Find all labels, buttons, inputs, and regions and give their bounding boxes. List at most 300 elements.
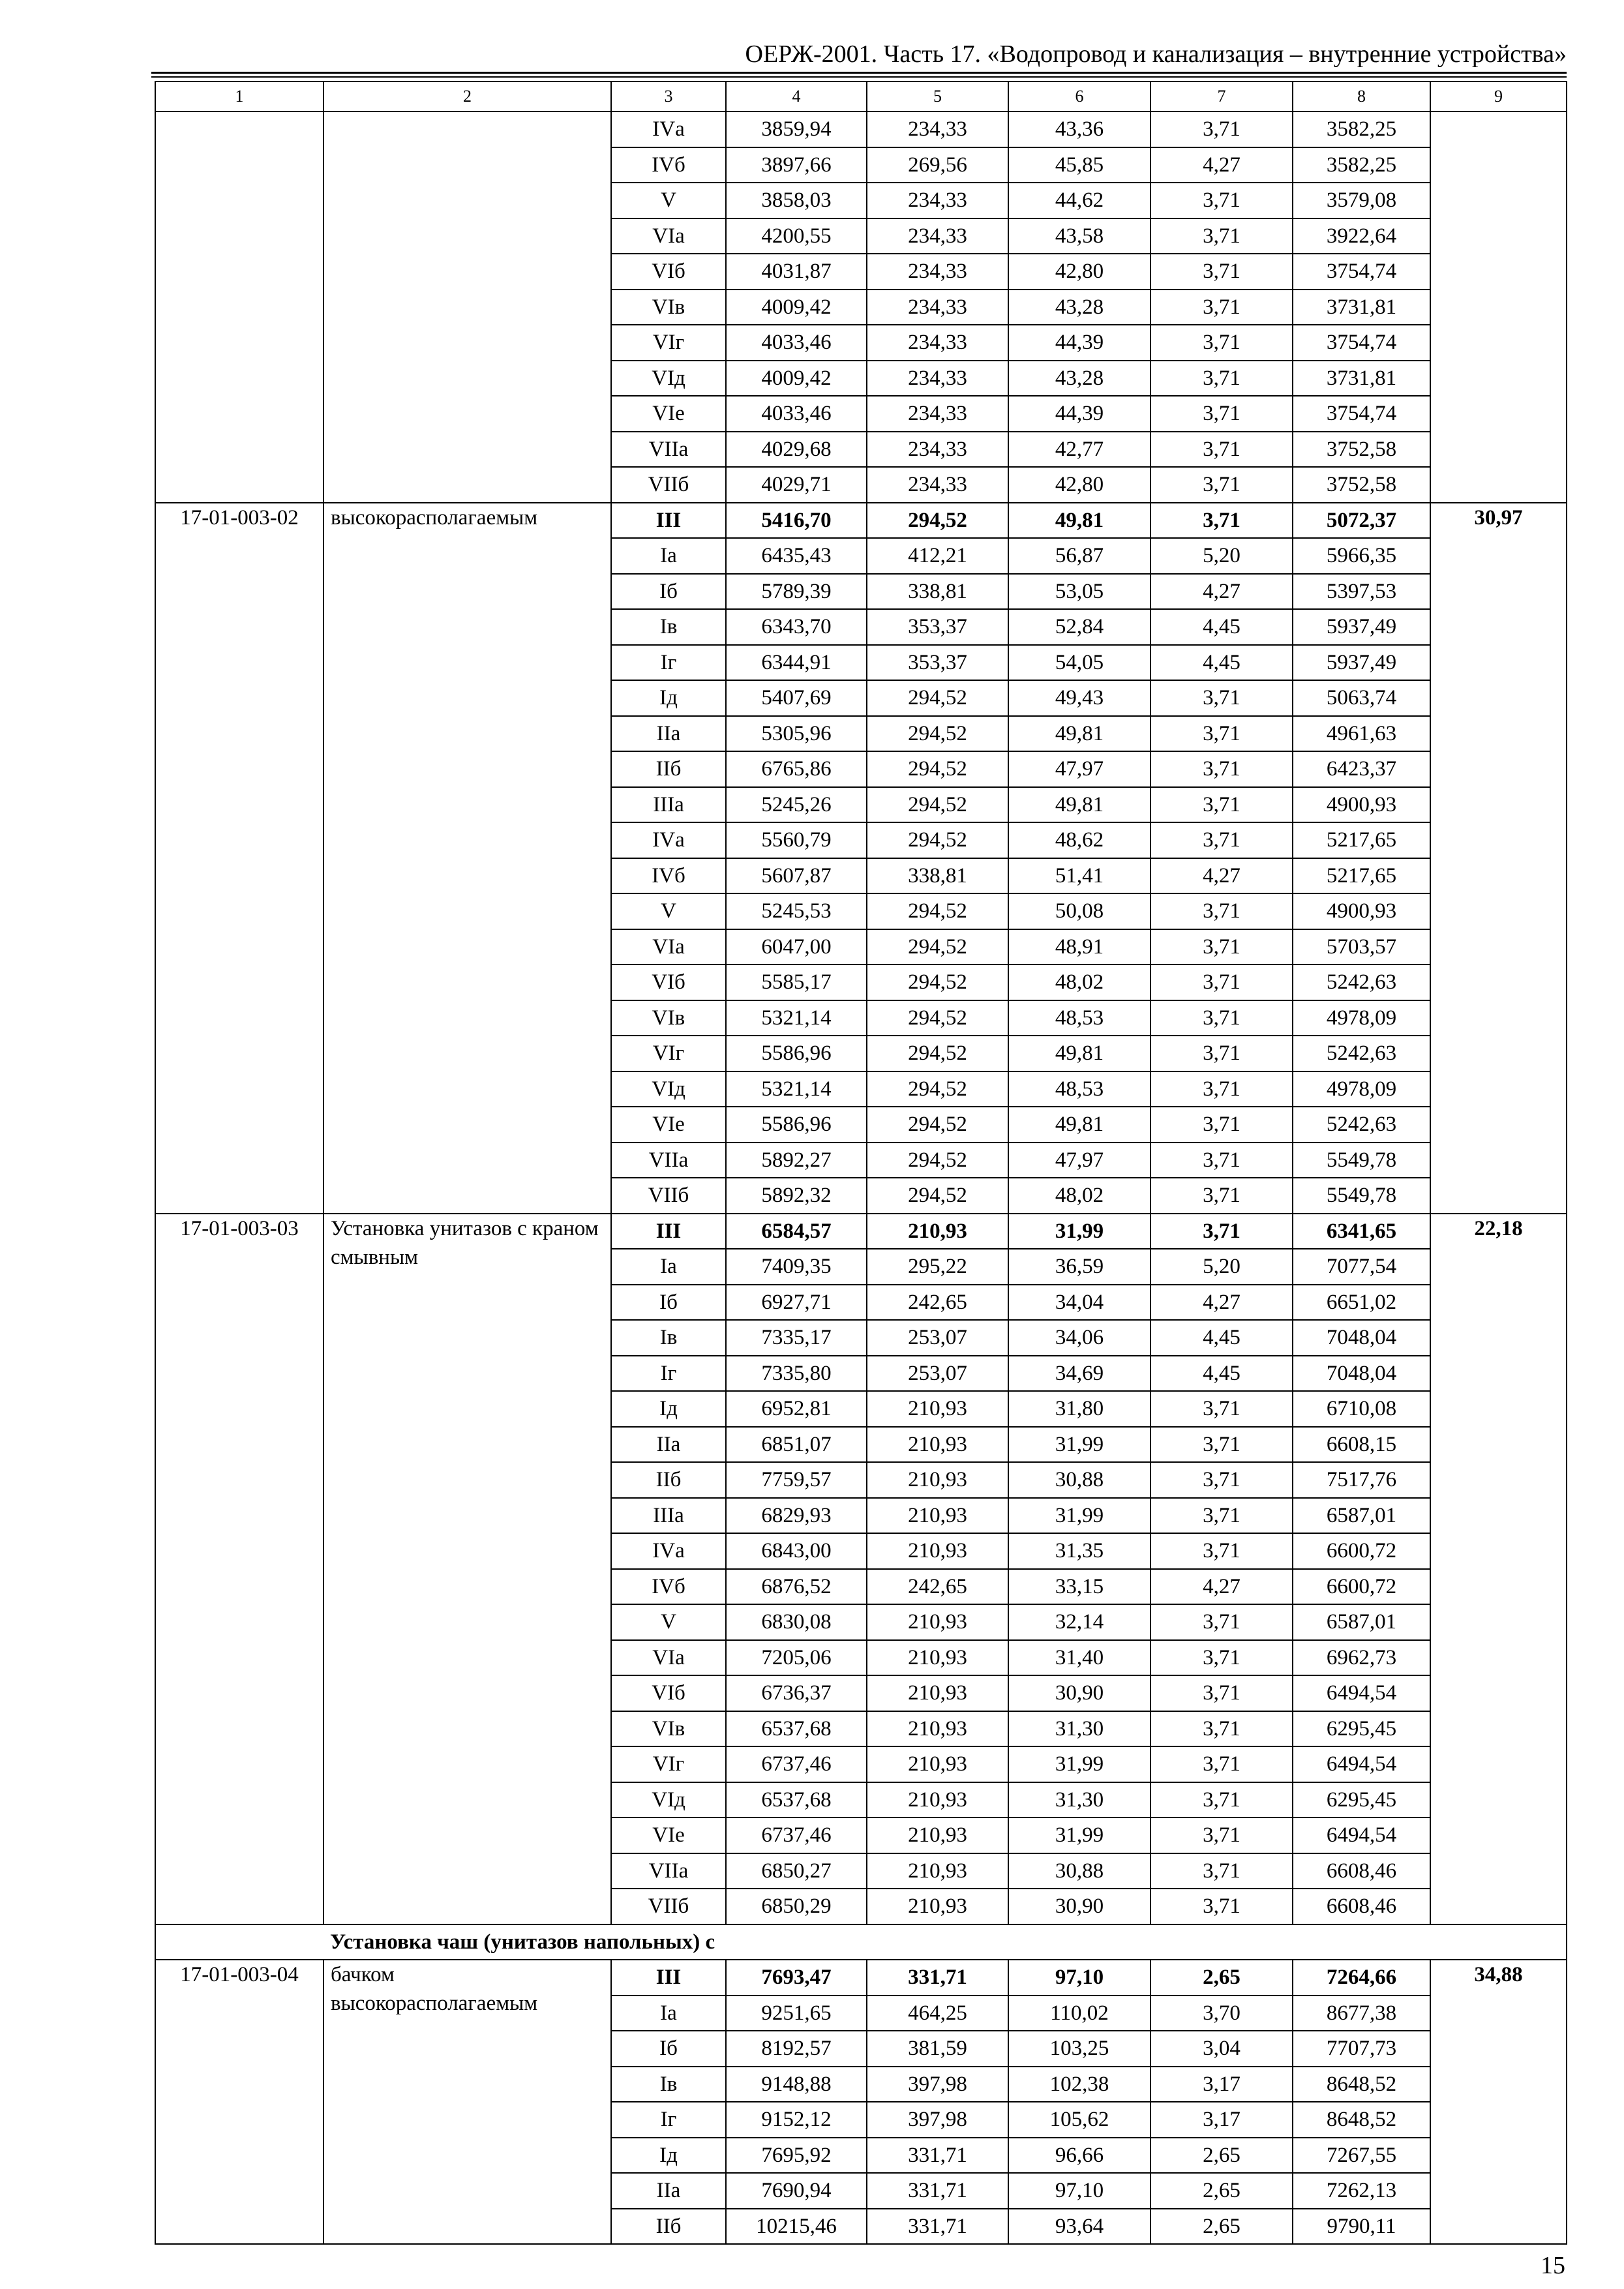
value-cell: 42,80 [1008, 467, 1150, 503]
value-cell: 3,71 [1150, 1498, 1293, 1534]
column-number-cell: 7 [1150, 82, 1293, 112]
norm-code-cell: 17-01-003-02 [155, 503, 323, 1214]
value-cell: 3,71 [1150, 290, 1293, 325]
value-cell: 7693,47 [726, 1960, 867, 1996]
zone-cell: VIа [611, 218, 726, 254]
value-cell: 31,99 [1008, 1498, 1150, 1534]
column-number-cell: 3 [611, 82, 726, 112]
value-cell: 4,27 [1150, 147, 1293, 183]
value-cell: 7335,80 [726, 1356, 867, 1392]
value-cell: 5560,79 [726, 822, 867, 858]
table-row [155, 1960, 1567, 1996]
zone-cell: VIIа [611, 1143, 726, 1178]
value-cell: 6608,46 [1293, 1853, 1430, 1889]
value-cell: 3,71 [1150, 1604, 1293, 1640]
value-cell: 6651,02 [1293, 1285, 1430, 1321]
value-cell: 30,90 [1008, 1675, 1150, 1711]
value-cell: 397,98 [867, 2102, 1008, 2138]
value-cell: 4,45 [1150, 1356, 1293, 1392]
value-cell: 42,80 [1008, 254, 1150, 290]
value-cell: 6295,45 [1293, 1711, 1430, 1747]
value-cell: 210,93 [867, 1214, 1008, 1249]
value-cell: 294,52 [867, 1000, 1008, 1036]
value-cell: 6737,46 [726, 1746, 867, 1782]
value-cell: 210,93 [867, 1782, 1008, 1818]
value-cell: 6494,54 [1293, 1675, 1430, 1711]
zone-cell: Iб [611, 2031, 726, 2067]
zone-cell: IVб [611, 1569, 726, 1605]
zone-cell: Iа [611, 1249, 726, 1285]
value-cell: 3,71 [1150, 183, 1293, 218]
value-cell: 6829,93 [726, 1498, 867, 1534]
value-cell: 31,35 [1008, 1533, 1150, 1569]
value-cell: 102,38 [1008, 2067, 1150, 2102]
value-cell: 2,65 [1150, 2209, 1293, 2245]
zone-cell: III [611, 1960, 726, 1996]
zone-cell: IVа [611, 112, 726, 147]
value-cell: 6600,72 [1293, 1533, 1430, 1569]
zone-cell: VIIб [611, 1178, 726, 1214]
value-cell: 6962,73 [1293, 1640, 1430, 1676]
value-cell: 43,28 [1008, 361, 1150, 396]
value-cell: 50,08 [1008, 893, 1150, 929]
section-empty-cell [155, 1924, 323, 1960]
value-cell: 3,71 [1150, 503, 1293, 539]
value-cell: 30,90 [1008, 1889, 1150, 1924]
zone-cell: IIб [611, 751, 726, 787]
value-cell: 234,33 [867, 112, 1008, 147]
value-cell: 3,71 [1150, 1427, 1293, 1463]
value-cell: 210,93 [867, 1675, 1008, 1711]
value-cell: 3,71 [1150, 1391, 1293, 1427]
value-cell: 294,52 [867, 1178, 1008, 1214]
value-cell: 6765,86 [726, 751, 867, 787]
value-cell: 5072,37 [1293, 503, 1430, 539]
value-cell: 8677,38 [1293, 1996, 1430, 2031]
value-cell: 381,59 [867, 2031, 1008, 2067]
value-cell: 7048,04 [1293, 1320, 1430, 1356]
value-cell: 234,33 [867, 325, 1008, 361]
value-cell: 6830,08 [726, 1604, 867, 1640]
value-cell: 5397,53 [1293, 574, 1430, 610]
value-cell: 4033,46 [726, 396, 867, 432]
value-cell: 3,71 [1150, 1462, 1293, 1498]
value-cell: 210,93 [867, 1604, 1008, 1640]
value-cell: 210,93 [867, 1391, 1008, 1427]
value-cell: 30,88 [1008, 1462, 1150, 1498]
value-cell: 31,30 [1008, 1711, 1150, 1747]
zone-cell: Iб [611, 1285, 726, 1321]
value-cell: 97,10 [1008, 2173, 1150, 2209]
zone-cell: VIв [611, 1000, 726, 1036]
column-number-row [155, 82, 1567, 112]
zone-cell: V [611, 1604, 726, 1640]
zone-cell: IIIа [611, 787, 726, 823]
value-cell: 30,88 [1008, 1853, 1150, 1889]
page-number: 15 [1541, 2252, 1565, 2279]
zone-cell: V [611, 183, 726, 218]
value-cell: 3,71 [1150, 822, 1293, 858]
zone-cell: VIа [611, 1640, 726, 1676]
zone-cell: VIIа [611, 1853, 726, 1889]
value-cell: 48,91 [1008, 929, 1150, 965]
zone-cell: VIг [611, 325, 726, 361]
value-cell: 6736,37 [726, 1675, 867, 1711]
value-cell: 3,71 [1150, 1071, 1293, 1107]
value-cell: 412,21 [867, 538, 1008, 574]
value-cell: 234,33 [867, 290, 1008, 325]
work-name-cell: высокорасполагаемым [323, 503, 611, 1214]
zone-cell: VIIб [611, 467, 726, 503]
norm-code-cell: 17-01-003-04 [155, 1960, 323, 2244]
value-cell: 7262,13 [1293, 2173, 1430, 2209]
value-cell: 6341,65 [1293, 1214, 1430, 1249]
value-cell: 210,93 [867, 1746, 1008, 1782]
zone-cell: VIе [611, 1818, 726, 1853]
value-cell: 7707,73 [1293, 2031, 1430, 2067]
value-cell: 3922,64 [1293, 218, 1430, 254]
value-cell: 294,52 [867, 822, 1008, 858]
value-cell: 210,93 [867, 1498, 1008, 1534]
value-cell: 7517,76 [1293, 1462, 1430, 1498]
value-cell: 6423,37 [1293, 751, 1430, 787]
norms-table [155, 81, 1567, 2245]
value-cell: 234,33 [867, 396, 1008, 432]
value-cell: 31,99 [1008, 1427, 1150, 1463]
zone-cell: Iв [611, 1320, 726, 1356]
value-cell: 44,39 [1008, 325, 1150, 361]
value-cell: 47,97 [1008, 1143, 1150, 1178]
zone-cell: Iг [611, 645, 726, 681]
value-cell: 48,53 [1008, 1071, 1150, 1107]
value-cell: 4,27 [1150, 1569, 1293, 1605]
value-cell: 7759,57 [726, 1462, 867, 1498]
zone-cell: Iд [611, 1391, 726, 1427]
value-cell: 210,93 [867, 1853, 1008, 1889]
value-cell: 3,71 [1150, 965, 1293, 1000]
value-cell: 3752,58 [1293, 467, 1430, 503]
zone-cell: III [611, 503, 726, 539]
value-cell: 5245,53 [726, 893, 867, 929]
value-cell: 2,65 [1150, 1960, 1293, 1996]
value-cell: 7690,94 [726, 2173, 867, 2209]
value-cell: 3,71 [1150, 787, 1293, 823]
value-cell: 294,52 [867, 503, 1008, 539]
zone-cell: VIб [611, 1675, 726, 1711]
value-cell: 3,71 [1150, 1640, 1293, 1676]
value-cell: 31,30 [1008, 1782, 1150, 1818]
value-cell: 4033,46 [726, 325, 867, 361]
value-cell: 210,93 [867, 1818, 1008, 1853]
value-cell: 5416,70 [726, 503, 867, 539]
value-cell: 9790,11 [1293, 2209, 1430, 2245]
value-cell: 5321,14 [726, 1000, 867, 1036]
value-cell: 49,81 [1008, 1036, 1150, 1071]
value-cell: 43,58 [1008, 218, 1150, 254]
value-cell: 5407,69 [726, 680, 867, 716]
value-cell: 6737,46 [726, 1818, 867, 1853]
value-cell: 6850,29 [726, 1889, 867, 1924]
value-cell: 6537,68 [726, 1782, 867, 1818]
value-cell: 3582,25 [1293, 147, 1430, 183]
value-cell: 294,52 [867, 1036, 1008, 1071]
zone-cell: IVа [611, 1533, 726, 1569]
value-cell: 7077,54 [1293, 1249, 1430, 1285]
zone-cell: Iб [611, 574, 726, 610]
value-cell: 36,59 [1008, 1249, 1150, 1285]
value-cell: 3858,03 [726, 183, 867, 218]
value-cell: 2,65 [1150, 2138, 1293, 2174]
column-number-cell: 6 [1008, 82, 1150, 112]
value-cell: 3,71 [1150, 1000, 1293, 1036]
value-cell: 294,52 [867, 929, 1008, 965]
value-cell: 7409,35 [726, 1249, 867, 1285]
section-title: Установка чаш (унитазов напольных) с [323, 1924, 1567, 1960]
value-cell: 294,52 [867, 1107, 1008, 1143]
value-cell: 3,71 [1150, 1782, 1293, 1818]
value-cell: 3,71 [1150, 929, 1293, 965]
value-cell: 7264,66 [1293, 1960, 1430, 1996]
value-cell: 54,05 [1008, 645, 1150, 681]
value-cell: 9251,65 [726, 1996, 867, 2031]
value-cell: 9152,12 [726, 2102, 867, 2138]
zone-cell: Iг [611, 1356, 726, 1392]
value-cell: 5549,78 [1293, 1143, 1430, 1178]
value-cell: 6435,43 [726, 538, 867, 574]
value-cell: 4,45 [1150, 1320, 1293, 1356]
value-cell: 34,69 [1008, 1356, 1150, 1392]
value-cell: 3754,74 [1293, 254, 1430, 290]
work-name-cell: Установка унитазов с краном смывным [323, 1214, 611, 1924]
value-cell: 234,33 [867, 361, 1008, 396]
section-title-row [155, 1924, 1567, 1960]
value-cell: 7695,92 [726, 2138, 867, 2174]
value-cell: 5305,96 [726, 716, 867, 752]
value-cell: 3,71 [1150, 1178, 1293, 1214]
value-cell: 7048,04 [1293, 1356, 1430, 1392]
zone-cell: IIа [611, 1427, 726, 1463]
value-cell: 294,52 [867, 680, 1008, 716]
value-cell: 3,71 [1150, 1143, 1293, 1178]
value-cell: 49,81 [1008, 503, 1150, 539]
value-cell: 51,41 [1008, 858, 1150, 894]
value-cell: 5063,74 [1293, 680, 1430, 716]
zone-cell: VIе [611, 396, 726, 432]
value-cell: 5217,65 [1293, 822, 1430, 858]
value-cell: 43,36 [1008, 112, 1150, 147]
value-cell: 3,71 [1150, 1711, 1293, 1747]
value-cell: 5242,63 [1293, 1107, 1430, 1143]
value-cell: 338,81 [867, 858, 1008, 894]
zone-cell: V [611, 893, 726, 929]
value-cell: 6494,54 [1293, 1818, 1430, 1853]
norm-code-cell: 17-01-003-03 [155, 1214, 323, 1924]
value-cell: 4978,09 [1293, 1000, 1430, 1036]
page-header: ОЕРЖ-2001. Часть 17. «Водопровод и канализация – внутренние устройства» [745, 40, 1567, 68]
column-number-cell: 2 [323, 82, 611, 112]
value-cell: 105,62 [1008, 2102, 1150, 2138]
header-rule-thin [151, 76, 1567, 78]
value-cell: 295,22 [867, 1249, 1008, 1285]
zone-cell: IIIа [611, 1498, 726, 1534]
value-cell: 44,62 [1008, 183, 1150, 218]
value-cell: 294,52 [867, 1143, 1008, 1178]
value-cell: 96,66 [1008, 2138, 1150, 2174]
value-cell: 6850,27 [726, 1853, 867, 1889]
value-cell: 242,65 [867, 1569, 1008, 1605]
table-row [155, 503, 1567, 539]
value-cell: 4,27 [1150, 858, 1293, 894]
value-cell: 48,62 [1008, 822, 1150, 858]
value-cell: 93,64 [1008, 2209, 1150, 2245]
value-cell: 7335,17 [726, 1320, 867, 1356]
value-cell: 6584,57 [726, 1214, 867, 1249]
value-cell: 3,71 [1150, 467, 1293, 503]
value-cell: 3752,58 [1293, 432, 1430, 468]
value-cell: 234,33 [867, 254, 1008, 290]
value-cell: 210,93 [867, 1533, 1008, 1569]
value-cell: 234,33 [867, 183, 1008, 218]
column-number-cell: 4 [726, 82, 867, 112]
value-cell: 3,04 [1150, 2031, 1293, 2067]
value-cell: 31,99 [1008, 1746, 1150, 1782]
value-cell: 331,71 [867, 2209, 1008, 2245]
value-cell: 42,77 [1008, 432, 1150, 468]
value-cell: 3,71 [1150, 361, 1293, 396]
value-cell: 3,71 [1150, 1107, 1293, 1143]
value-cell: 6047,00 [726, 929, 867, 965]
value-cell: 7205,06 [726, 1640, 867, 1676]
zone-cell: Iа [611, 538, 726, 574]
value-cell: 3579,08 [1293, 183, 1430, 218]
value-cell: 6587,01 [1293, 1498, 1430, 1534]
value-cell: 6710,08 [1293, 1391, 1430, 1427]
value-cell: 210,93 [867, 1711, 1008, 1747]
value-cell: 6608,15 [1293, 1427, 1430, 1463]
value-cell: 3,71 [1150, 112, 1293, 147]
zone-cell: VIб [611, 965, 726, 1000]
value-cell: 5586,96 [726, 1036, 867, 1071]
value-cell: 3731,81 [1293, 290, 1430, 325]
value-cell: 4900,93 [1293, 893, 1430, 929]
zone-cell: VIб [611, 254, 726, 290]
value-cell: 5242,63 [1293, 965, 1430, 1000]
zone-cell: VIг [611, 1036, 726, 1071]
value-cell: 3582,25 [1293, 112, 1430, 147]
value-cell: 3,71 [1150, 716, 1293, 752]
value-cell: 3,71 [1150, 1853, 1293, 1889]
value-cell: 2,65 [1150, 2173, 1293, 2209]
work-name-cell [323, 112, 611, 503]
value-cell: 331,71 [867, 1960, 1008, 1996]
value-cell: 5585,17 [726, 965, 867, 1000]
value-cell: 6876,52 [726, 1569, 867, 1605]
value-cell: 234,33 [867, 467, 1008, 503]
zone-cell: VIе [611, 1107, 726, 1143]
value-cell: 4900,93 [1293, 787, 1430, 823]
value-cell: 31,99 [1008, 1818, 1150, 1853]
work-name-cell: бачком высокорасполагаемым [323, 1960, 611, 2244]
value-cell: 5549,78 [1293, 1178, 1430, 1214]
zone-cell: Iд [611, 2138, 726, 2174]
value-cell: 234,33 [867, 218, 1008, 254]
value-cell: 4031,87 [726, 254, 867, 290]
value-cell: 31,80 [1008, 1391, 1150, 1427]
value-cell: 5586,96 [726, 1107, 867, 1143]
value-cell: 234,33 [867, 432, 1008, 468]
value-cell: 53,05 [1008, 574, 1150, 610]
value-cell: 6851,07 [726, 1427, 867, 1463]
value-cell: 6608,46 [1293, 1889, 1430, 1924]
value-cell: 48,02 [1008, 965, 1150, 1000]
value-cell: 3,70 [1150, 1996, 1293, 2031]
column-number-cell: 9 [1430, 82, 1567, 112]
value-cell: 4,27 [1150, 574, 1293, 610]
value-cell: 97,10 [1008, 1960, 1150, 1996]
value-cell: 5789,39 [726, 574, 867, 610]
value-cell: 10215,46 [726, 2209, 867, 2245]
value-cell: 210,93 [867, 1889, 1008, 1924]
value-cell: 3,71 [1150, 1214, 1293, 1249]
value-cell: 49,81 [1008, 716, 1150, 752]
zone-cell: III [611, 1214, 726, 1249]
zone-cell: VIIа [611, 432, 726, 468]
value-cell: 331,71 [867, 2138, 1008, 2174]
value-cell: 6343,70 [726, 609, 867, 645]
value-cell: 6927,71 [726, 1285, 867, 1321]
value-cell: 34,04 [1008, 1285, 1150, 1321]
value-cell: 3754,74 [1293, 325, 1430, 361]
value-cell: 4961,63 [1293, 716, 1430, 752]
zone-cell: Iа [611, 1996, 726, 2031]
value-cell: 5892,27 [726, 1143, 867, 1178]
value-cell: 210,93 [867, 1640, 1008, 1676]
value-cell: 110,02 [1008, 1996, 1150, 2031]
value-cell: 8648,52 [1293, 2067, 1430, 2102]
zone-cell: VIд [611, 1782, 726, 1818]
value-cell: 294,52 [867, 965, 1008, 1000]
value-cell: 31,40 [1008, 1640, 1150, 1676]
labor-cost-cell: 22,18 [1430, 1214, 1567, 1924]
labor-cost-cell [1430, 112, 1567, 503]
zone-cell: VIд [611, 1071, 726, 1107]
value-cell: 294,52 [867, 893, 1008, 929]
value-cell: 294,52 [867, 1071, 1008, 1107]
value-cell: 3,71 [1150, 325, 1293, 361]
value-cell: 4029,71 [726, 467, 867, 503]
column-number-cell: 1 [155, 82, 323, 112]
value-cell: 5703,57 [1293, 929, 1430, 965]
value-cell: 8192,57 [726, 2031, 867, 2067]
value-cell: 6952,81 [726, 1391, 867, 1427]
zone-cell: IIб [611, 1462, 726, 1498]
value-cell: 49,81 [1008, 787, 1150, 823]
zone-cell: Iг [611, 2102, 726, 2138]
value-cell: 4029,68 [726, 432, 867, 468]
value-cell: 3754,74 [1293, 396, 1430, 432]
value-cell: 6587,01 [1293, 1604, 1430, 1640]
value-cell: 4,45 [1150, 609, 1293, 645]
value-cell: 294,52 [867, 787, 1008, 823]
value-cell: 4009,42 [726, 290, 867, 325]
value-cell: 3,17 [1150, 2067, 1293, 2102]
value-cell: 3897,66 [726, 147, 867, 183]
value-cell: 294,52 [867, 751, 1008, 787]
value-cell: 4200,55 [726, 218, 867, 254]
value-cell: 44,39 [1008, 396, 1150, 432]
value-cell: 3,71 [1150, 1036, 1293, 1071]
value-cell: 397,98 [867, 2067, 1008, 2102]
